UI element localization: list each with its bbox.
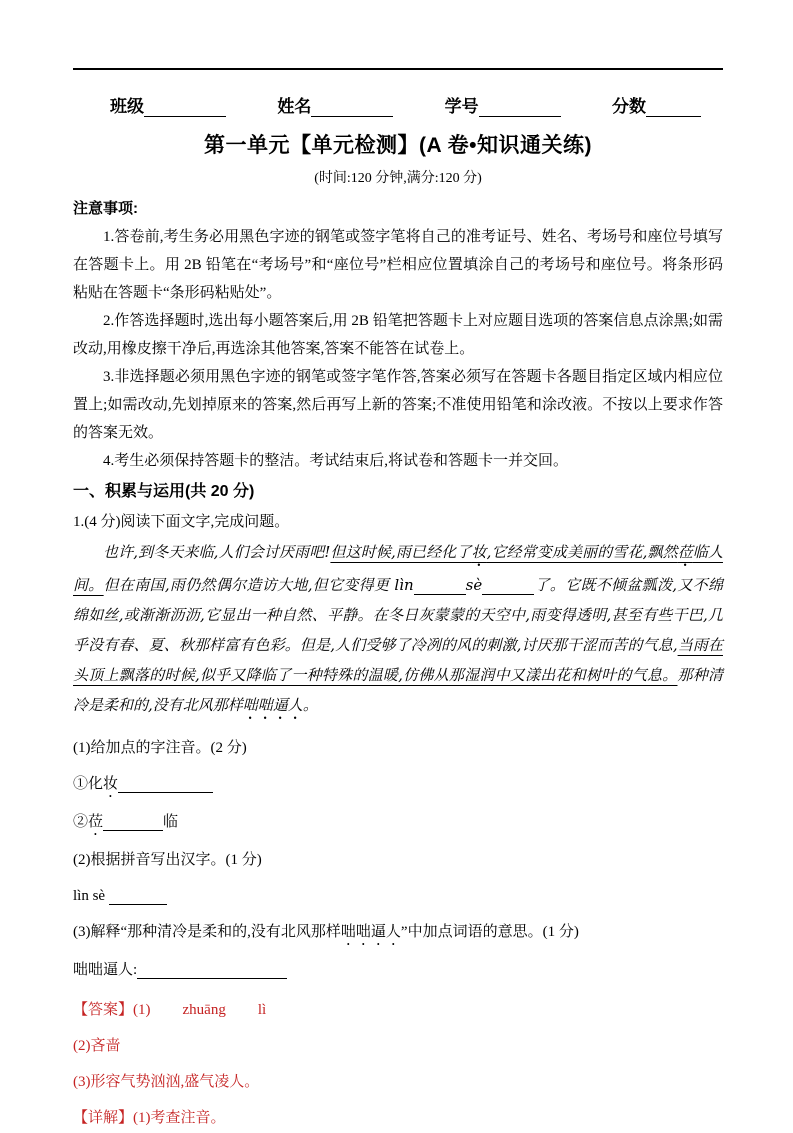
question-1-intro: 1.(4 分)阅读下面文字,完成问题。 <box>73 514 290 530</box>
field-name-blank <box>311 99 393 117</box>
field-class-blank <box>144 99 226 117</box>
field-name-label: 姓名 <box>277 97 312 116</box>
passage-segment: 了。它既不倾盆瓢泼,又不绵绵如丝,或渐渐沥沥,它显出一种自然、平静。在冬日灰蒙蒙的天空中,雨变得透明,甚至有些干巴,几乎没有春、夏、秋那样富有色彩。但是,人们受够了冷冽的风的刺激,讨厌那干涩而苦的气息, <box>73 576 723 654</box>
answer-line-1 <box>73 995 723 1025</box>
passage-segment <box>103 815 163 831</box>
passage-segment: 莅 <box>88 814 104 830</box>
passage-segment <box>137 963 287 979</box>
exam-time-score-subtitle: (时间:120 分钟,满分:120 分) <box>314 171 482 186</box>
field-student-number-label: 学号 <box>444 97 479 116</box>
passage-segment: 妆 <box>471 543 487 561</box>
passage-segment: ,它经常变成美丽的雪花,飘然 <box>486 543 678 561</box>
question-1-2-pinyin <box>73 881 723 911</box>
answer-line-2: (2)吝啬 <box>73 1038 121 1054</box>
passage-segment <box>118 777 213 793</box>
passage-segment: sè <box>465 576 483 594</box>
field-score <box>612 92 701 117</box>
notice-item-4: 4.考生必须保持答题卡的整洁。考试结束后,将试卷和答题卡一并交回。 <box>103 453 569 469</box>
field-student-number-blank <box>479 99 561 117</box>
section-one-heading: 一、积累与运用(共 20 分) <box>73 483 255 500</box>
passage-segment: 莅 <box>677 543 693 561</box>
answer-pinyin-li: lì <box>257 1002 267 1018</box>
answer-label: 【答案】(1) <box>73 1002 151 1018</box>
field-name <box>277 92 393 117</box>
reading-passage <box>73 537 723 723</box>
question-1-3 <box>73 917 723 949</box>
passage-segment: ”中加点词语的意思。(1 分) <box>400 924 579 940</box>
question-1-1-sub1 <box>73 769 723 801</box>
passage-segment: 但在南国,雨仍然偶尔造访大地,但它变得更 lìn <box>103 576 414 594</box>
passage-segment: 也许,到冬天来临,人们会讨厌雨吧! <box>103 543 331 561</box>
notice-item-2: 2.作答选择题时,选出每小题答案后,用 2B 铅笔把答题卡上对应题目选项的答案信息点涂黑;如需改动,用橡皮擦干净后,再选涂其他答案,答案不能答在试卷上。 <box>73 313 723 357</box>
notice-item-3: 3.非选择题必须用黑色字迹的钢笔或签字笔作答,答案必须写在答题卡各题目指定区域内相应位置上;如需改动,先划掉原来的答案,然后再写上新的答案;不准使用铅笔和涂改液。不按以上要求作答的答案无效。 <box>73 369 723 441</box>
question-1-3-answer-blank <box>73 955 723 985</box>
notices-heading: 注意事项: <box>73 200 138 217</box>
passage-segment: lìn sè <box>73 888 109 904</box>
passage-segment: 北风那样 <box>182 696 243 714</box>
header-divider <box>73 68 723 70</box>
passage-segment <box>109 889 167 905</box>
passage-segment: 但这时候,雨已经化了 <box>330 543 472 561</box>
passage-segment: 妆 <box>103 776 119 792</box>
answer-detail-line: 【详解】(1)考查注音。 <box>73 1110 226 1126</box>
page-title: 第一单元【单元检测】(A 卷•知识通关练) <box>203 134 593 157</box>
field-class <box>110 92 226 117</box>
passage-segment: ①化 <box>73 776 104 792</box>
passage-segment: 那种清冷是柔和的,没有 <box>73 666 723 714</box>
passage-segment: 当雨在头顶上飘落的时候,似乎又降临了一种特殊的温暖,仿佛从那湿润中又漾出花和树叶的气息。 <box>73 636 723 684</box>
question-1-1: (1)给加点的字注音。(2 分) <box>73 740 247 756</box>
answer-pinyin-zhuang: zhuāng <box>182 1002 226 1018</box>
passage-segment: 。 <box>302 696 318 714</box>
passage-segment: 临 <box>163 814 179 830</box>
field-class-label: 班级 <box>110 97 144 116</box>
field-score-label: 分数 <box>611 97 646 116</box>
question-1-1-sub2 <box>73 807 723 839</box>
field-student-number <box>445 92 561 117</box>
notice-item-1: 1.答卷前,考生务必用黑色字迹的钢笔或签字笔将自己的准考证号、姓名、考场号和座位号填写在答题卡上。用 2B 铅笔在“考场号”和“座位号”栏相应位置填涂自己的考场号和座位号。将条形码粘贴在答题卡“条形码粘贴处”。 <box>73 229 723 301</box>
passage-segment: (3)解释“那种清冷是柔和的,没有北风那样 <box>73 924 341 940</box>
passage-segment <box>414 579 466 595</box>
passage-segment: 咄咄逼人 <box>242 696 303 714</box>
passage-segment: 咄咄逼人: <box>73 962 138 978</box>
student-info-row <box>73 92 723 117</box>
answer-line-3: (3)形容气势汹汹,盛气凌人。 <box>73 1074 260 1090</box>
passage-segment <box>482 579 534 595</box>
passage-segment: 临人间。 <box>73 543 723 594</box>
question-1-2: (2)根据拼音写出汉字。(1 分) <box>73 852 262 868</box>
field-score-blank <box>646 99 701 117</box>
passage-segment: ② <box>73 814 89 830</box>
passage-segment: 咄咄逼人 <box>340 924 401 940</box>
